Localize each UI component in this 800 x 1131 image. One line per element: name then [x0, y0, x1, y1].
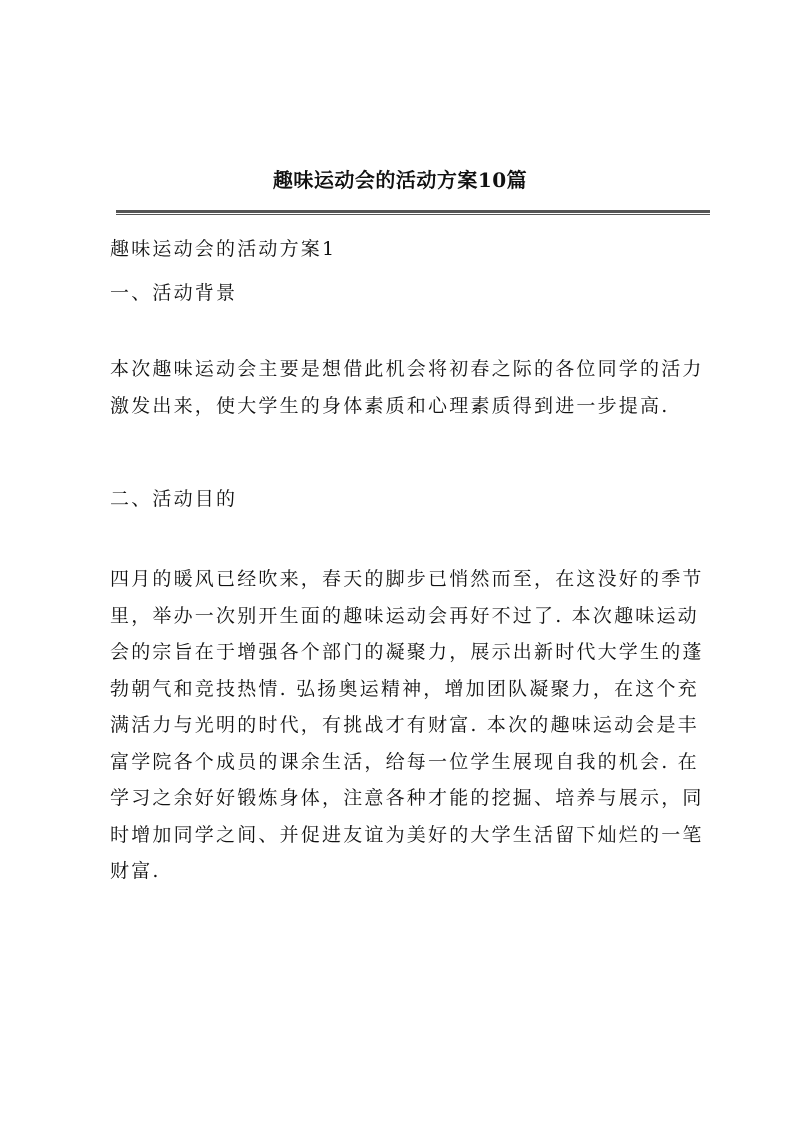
paragraph-line: 会的宗旨在于增强各个部门的凝聚力，展示出新时代大学生的蓬 — [110, 641, 704, 663]
document-subtitle: 趣味运动会的活动方案1 — [110, 238, 337, 260]
paragraph-line: 勃朝气和竞技热情. 弘扬奥运精神，增加团队凝聚力，在这个充 — [110, 677, 699, 700]
section-paragraph-purpose — [110, 561, 720, 890]
paragraph-line: 四月的暖风已经吹来，春天的脚步已悄然而至，在这没好的季节 — [110, 568, 704, 590]
section-heading-purpose: 二、活动目的 — [110, 488, 238, 510]
paragraph-line: 本次趣味运动会主要是想借此机会将初春之际的各位同学的活力 — [110, 358, 704, 380]
paragraph-line: 学习之余好好锻炼身体，注意各种才能的挖掘、培养与展示，同 — [110, 787, 704, 809]
paragraph-line: 时增加同学之间、并促进友谊为美好的大学生活留下灿烂的一笔 — [110, 823, 704, 846]
document-title: 趣味运动会的活动方案10篇 — [272, 168, 528, 192]
section-paragraph-background — [110, 351, 720, 424]
section-heading-background: 一、活动背景 — [110, 282, 238, 304]
paragraph-line: 财富. — [110, 860, 161, 882]
title-divider — [116, 210, 710, 215]
paragraph-line: 富学院各个成员的课余生活，给每一位学生展现自我的机会. 在 — [110, 750, 699, 773]
paragraph-line: 里，举办一次别开生面的趣味运动会再好不过了. 本次趣味运动 — [110, 604, 699, 627]
paragraph-line: 激发出来，使大学生的身体素质和心理素质得到进一步提高. — [110, 394, 670, 417]
paragraph-line: 满活力与光明的时代，有挑战才有财富. 本次的趣味运动会是丰 — [110, 714, 699, 736]
